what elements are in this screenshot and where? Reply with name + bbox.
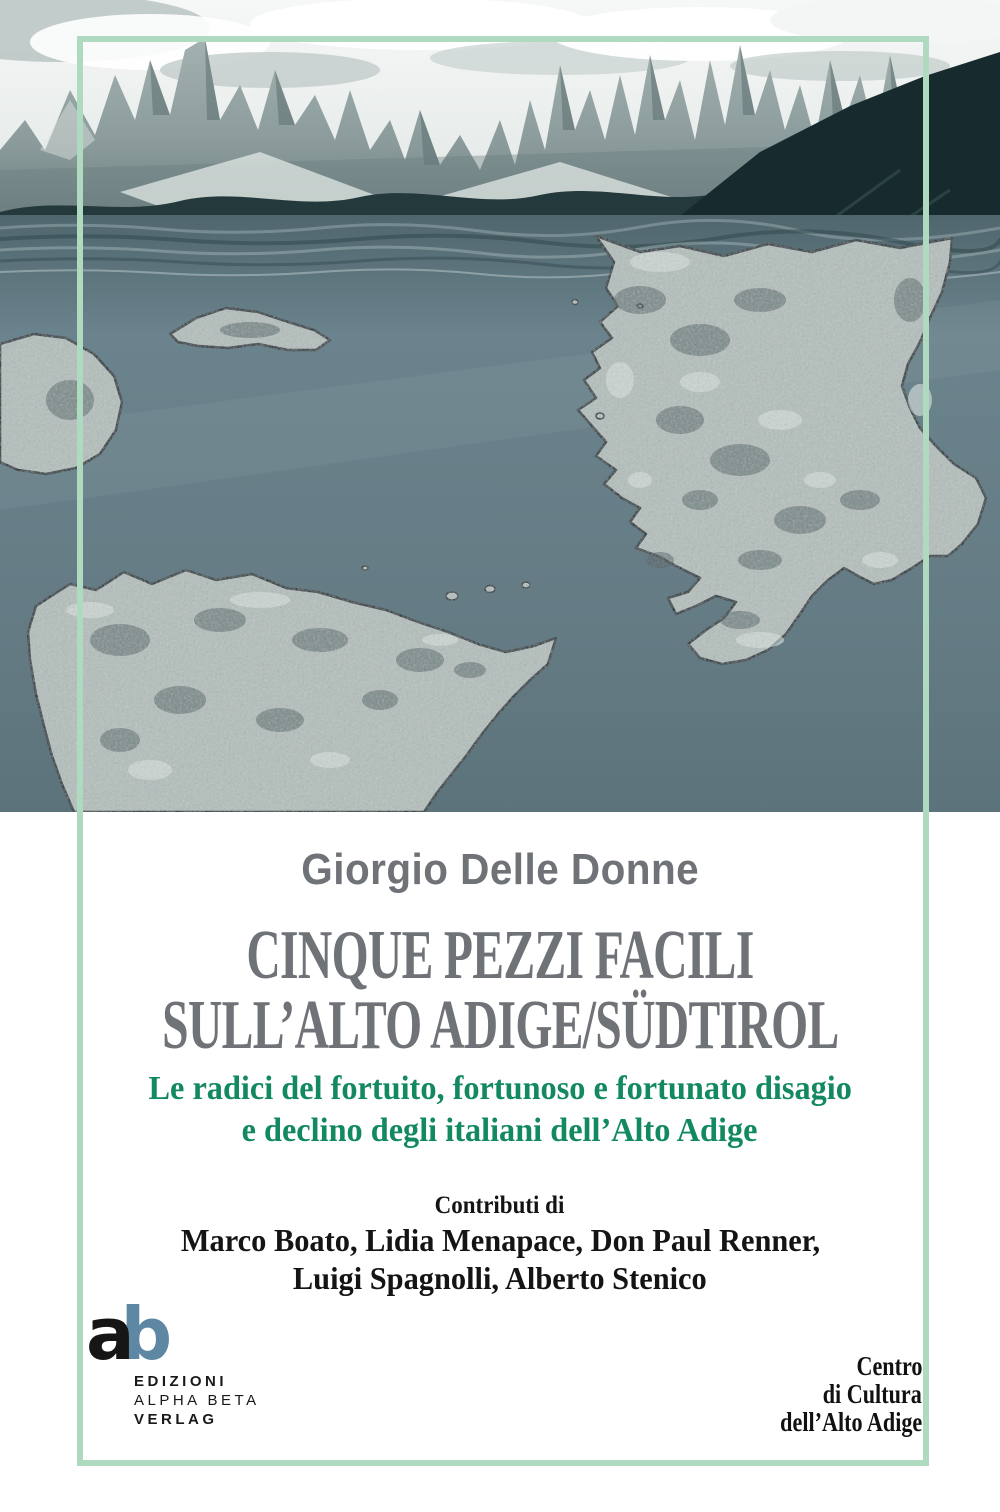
alphabeta-logo xyxy=(86,1292,173,1376)
contributors-intro: Contributi di xyxy=(435,1192,565,1219)
author-name xyxy=(0,845,1000,895)
publisher-name-line1: EDIZIONI xyxy=(134,1373,228,1390)
institution-line1: Centro xyxy=(855,1351,922,1381)
book-title-line1: CINQUE PEZZI FACILI xyxy=(246,917,754,994)
institution-line2: di Cultura xyxy=(822,1379,922,1409)
institution-line3: dell’Alto Adige xyxy=(779,1407,922,1437)
book-title-line2: SULL’ALTO ADIGE/SÜDTIROL xyxy=(161,987,839,1064)
logo-letter-b: b xyxy=(120,1292,173,1376)
contributors-line2: Luigi Spagnolli, Alberto Stenico xyxy=(293,1260,707,1296)
contributors-line1: Marco Boato, Lidia Menapace, Don Paul Renner, xyxy=(180,1222,820,1258)
publisher-name-line2: ALPHA BETA xyxy=(134,1392,260,1409)
subtitle-line2: e declino degli italiani dell’Alto Adige xyxy=(242,1112,758,1149)
publisher-name xyxy=(134,1372,260,1429)
publisher-name-line3: VERLAG xyxy=(134,1411,218,1428)
author-name-text: Giorgio Delle Donne xyxy=(301,845,699,894)
subtitle-line1: Le radici del fortuito, fortunoso e fortunato disagio xyxy=(148,1070,852,1107)
institution-credit xyxy=(749,1352,922,1436)
logo-letter-a: a xyxy=(86,1292,135,1376)
